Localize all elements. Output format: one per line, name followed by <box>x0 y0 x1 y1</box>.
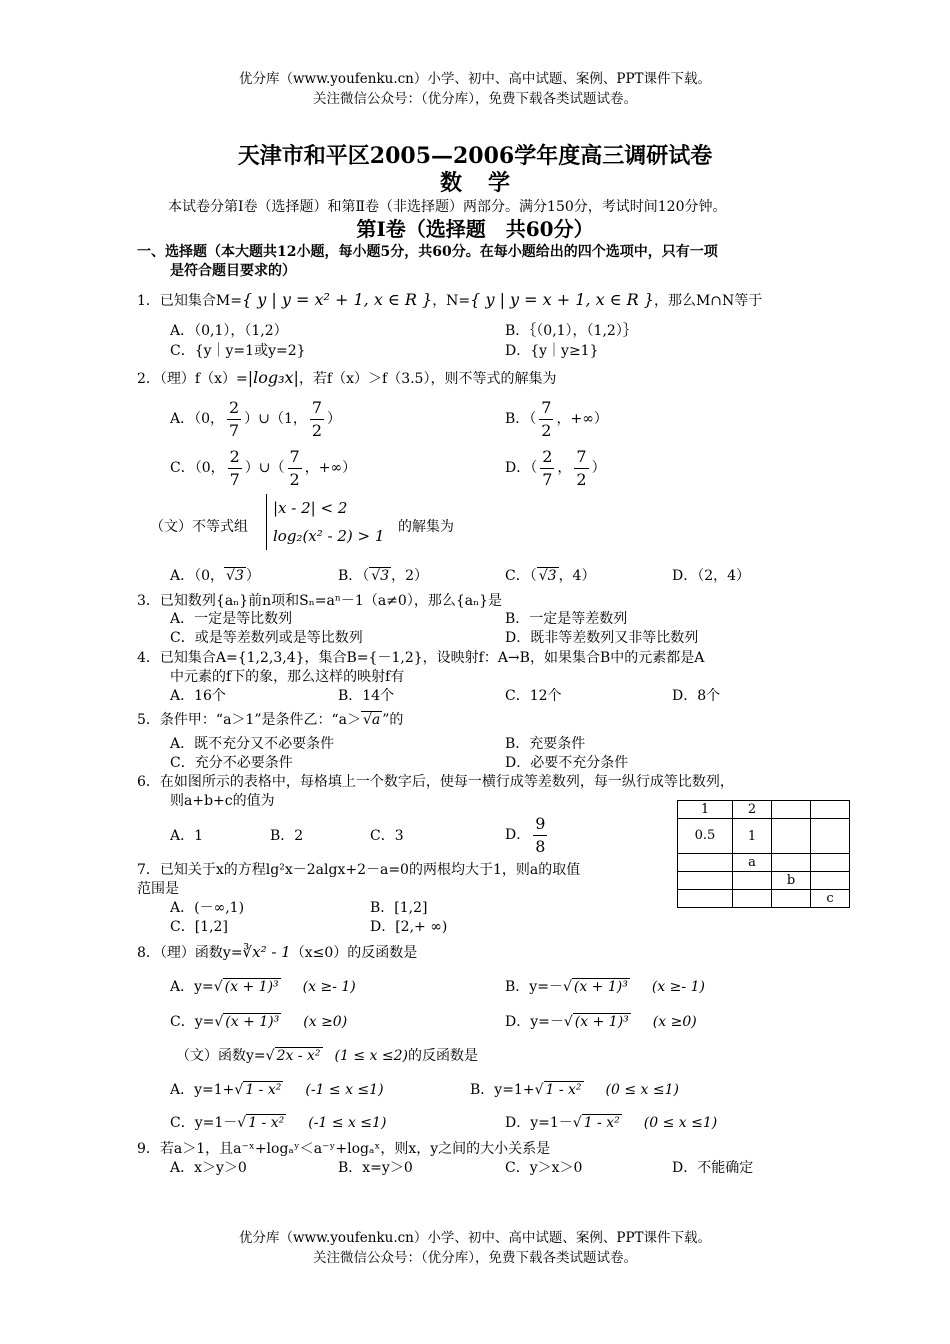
q2-option-d: D．（ $\frac{2}{7}$ ， $\frac{7}{2}$ ） <box>505 446 606 489</box>
q4-stem-cont: 中元素的f下的象，那么这样的映射f有 <box>170 669 405 685</box>
q7-option-d: D．[2,+ ∞) <box>370 919 448 935</box>
q6-option-a: A．1 <box>170 828 204 844</box>
grid-cell <box>733 890 772 908</box>
q6-stem: 6．在如图所示的表格中，每格填上一个数字后，使每一横行成等差数列，每一纵行成等比数列， <box>137 774 734 790</box>
q2-wen-option-a: A．（0， √3 ） <box>170 568 260 584</box>
q6-option-d: D． $\frac{9}{8}$ <box>505 813 546 856</box>
q2-wen-option-c: C．（ √3 ，4） <box>505 568 596 584</box>
grid-cell <box>811 819 850 854</box>
q2-option-b: B．（ $\frac{7}{2}$ ，+∞） <box>505 397 608 440</box>
q6-option-c: C．3 <box>370 828 404 844</box>
q1-option-a: A．（0,1），（1,2） <box>170 323 288 339</box>
header-line-2: 关注微信公众号：（优分库），免费下载各类试题试卷。 <box>313 91 637 107</box>
grid-cell <box>811 801 850 819</box>
q4-stem: 4．已知集合A={1,2,3,4}，集合B={－1,2}，设映射f：A→B，如果集合B中的元素都是A <box>137 650 705 666</box>
q2-inequality-system: |x - 2| < 2 log₂(x² - 2) > 1 <box>266 494 384 550</box>
q3-stem: 3．已知数列{aₙ}前n项和Sₙ=aⁿ－1（a≠0），那么{aₙ}是 <box>137 593 503 609</box>
q1-stem: 1．已知集合M={ y | y = x² + 1, x ∈ R }，N={ y | y = x + 1, x ∈ R }，那么M∩N等于 <box>137 290 763 309</box>
grid-cell: c <box>811 890 850 908</box>
paper-intro: 本试卷分第Ⅰ卷（选择题）和第Ⅱ卷（非选择题）两部分。满分150分，考试时间120分钟。 <box>168 199 727 215</box>
q6-number-grid <box>677 800 850 908</box>
q3-option-c: C．或是等差数列或是等比数列 <box>170 630 363 646</box>
grid-cell <box>811 872 850 890</box>
q5-option-a: A．既不充分又不必要条件 <box>170 736 335 752</box>
q3-option-a: A．一定是等比数列 <box>170 611 293 627</box>
grid-cell: 1 <box>733 819 772 854</box>
q8-stem: 8．（理）函数y=∛x² - 1（x≤0）的反函数是 <box>137 943 418 961</box>
grid-cell <box>811 854 850 872</box>
q8-option-c: C．y=√ (x + 1)³ (x ≥0) <box>170 1014 348 1030</box>
footer-line-2: 关注微信公众号：（优分库），免费下载各类试题试卷。 <box>313 1250 637 1266</box>
paper-subject: 数学 <box>439 170 536 196</box>
q2-option-a: A．（0， $\frac{2}{7}$ ）∪（1， $\frac{7}{2}$ ） <box>170 397 342 440</box>
grid-cell: 1 <box>678 801 733 819</box>
grid-cell <box>772 801 811 819</box>
grid-cell: 0.5 <box>678 819 733 854</box>
q9-stem: 9．若a＞1，且a⁻ˣ+logₐʸ＜a⁻ʸ+logₐˣ，则x，y之间的大小关系是 <box>137 1141 551 1157</box>
q5-option-d: D．必要不充分条件 <box>505 755 629 771</box>
q8-wen-option-c: C．y=1－√ 1 - x² (-1 ≤ x ≤1) <box>170 1115 387 1131</box>
q9-option-a: A．x＞y＞0 <box>170 1160 247 1176</box>
grid-cell <box>678 872 733 890</box>
section-heading-cont: 是符合题目要求的） <box>170 263 296 279</box>
q9-option-c: C．y＞x＞0 <box>505 1160 583 1176</box>
q5-stem: 5．条件甲：“a＞1”是条件乙：“a＞ √a ”的 <box>137 712 404 728</box>
grid-cell <box>772 819 811 854</box>
q7-option-b: B．[1,2] <box>370 900 428 916</box>
grid-cell <box>733 872 772 890</box>
q2-wen-option-d: D．（2，4） <box>672 568 751 584</box>
q8-wen-stem: （文）函数y=√ 2x - x² (1 ≤ x ≤2)的反函数是 <box>176 1048 478 1064</box>
q8-option-d: D．y=－√ (x + 1)³ (x ≥0) <box>505 1014 697 1030</box>
q4-option-b: B．14个 <box>338 688 395 704</box>
q7-option-c: C．[1,2] <box>170 919 228 935</box>
grid-cell <box>772 890 811 908</box>
q4-option-d: D．8个 <box>672 688 721 704</box>
q8-option-a: A．y=√ (x + 1)³ (x ≥- 1) <box>170 979 356 995</box>
grid-cell <box>678 890 733 908</box>
grid-cell: b <box>772 872 811 890</box>
q1-option-b: B．｛（0,1），（1,2）｝ <box>505 323 637 339</box>
q8-option-b: B．y=－√ (x + 1)³ (x ≥- 1) <box>505 979 705 995</box>
volume-title: 第Ⅰ卷（选择题 共60分） <box>356 217 594 241</box>
q6-option-b: B．2 <box>270 828 304 844</box>
header-line-1: 优分库（www.youfenku.cn）小学、初中、高中试题、案例、PPT课件下载。 <box>238 71 712 87</box>
q5-option-c: C．充分不必要条件 <box>170 755 293 771</box>
q9-option-b: B．x=y＞0 <box>338 1160 413 1176</box>
q5-option-b: B．充要条件 <box>505 736 586 752</box>
q2-wen-stem: （文）不等式组 <box>150 519 248 535</box>
grid-cell: a <box>733 854 772 872</box>
q3-option-d: D．既非等差数列又非等比数列 <box>505 630 699 646</box>
grid-cell: 2 <box>733 801 772 819</box>
grid-cell <box>772 854 811 872</box>
q2-option-c: C．（0， $\frac{2}{7}$ ）∪（ $\frac{7}{2}$ ，+∞） <box>170 446 357 489</box>
footer-line-1: 优分库（www.youfenku.cn）小学、初中、高中试题、案例、PPT课件下载。 <box>238 1230 712 1246</box>
q8-wen-option-a: A．y=1+√ 1 - x² (-1 ≤ x ≤1) <box>170 1082 384 1098</box>
section-heading: 一、选择题（本大题共12小题，每小题5分，共60分。在每小题给出的四个选项中，只有一项 <box>137 244 718 260</box>
q1-option-d: D．{y｜y≥1} <box>505 343 599 359</box>
paper-title: 天津市和平区2005—2006学年度高三调研试卷 <box>237 143 713 169</box>
q7-option-a: A．(－∞,1) <box>170 900 245 916</box>
q2-wen-stem-end: 的解集为 <box>398 519 454 535</box>
q3-option-b: B．一定是等差数列 <box>505 611 628 627</box>
q9-option-d: D．不能确定 <box>672 1160 754 1176</box>
q8-wen-option-d: D．y=1－√ 1 - x² (0 ≤ x ≤1) <box>505 1115 718 1131</box>
q1-option-c: C．{y｜y=1或y=2} <box>170 343 306 359</box>
q4-option-a: A．16个 <box>170 688 226 704</box>
q2-wen-option-b: B．（ √3 ，2） <box>338 568 429 584</box>
q4-option-c: C．12个 <box>505 688 562 704</box>
q6-stem-cont: 则a+b+c的值为 <box>170 793 275 809</box>
q7-stem: 7．已知关于x的方程lg²x－2algx+2－a=0的两根均大于1，则a的取值 <box>137 862 581 878</box>
grid-cell <box>678 854 733 872</box>
q2-stem: 2．（理）f（x）=|log₃x|，若f（x）＞f（3.5），则不等式的解集为 <box>137 368 557 387</box>
q7-stem-cont: 范围是 <box>137 881 179 897</box>
q8-wen-option-b: B．y=1+√ 1 - x² (0 ≤ x ≤1) <box>470 1082 679 1098</box>
